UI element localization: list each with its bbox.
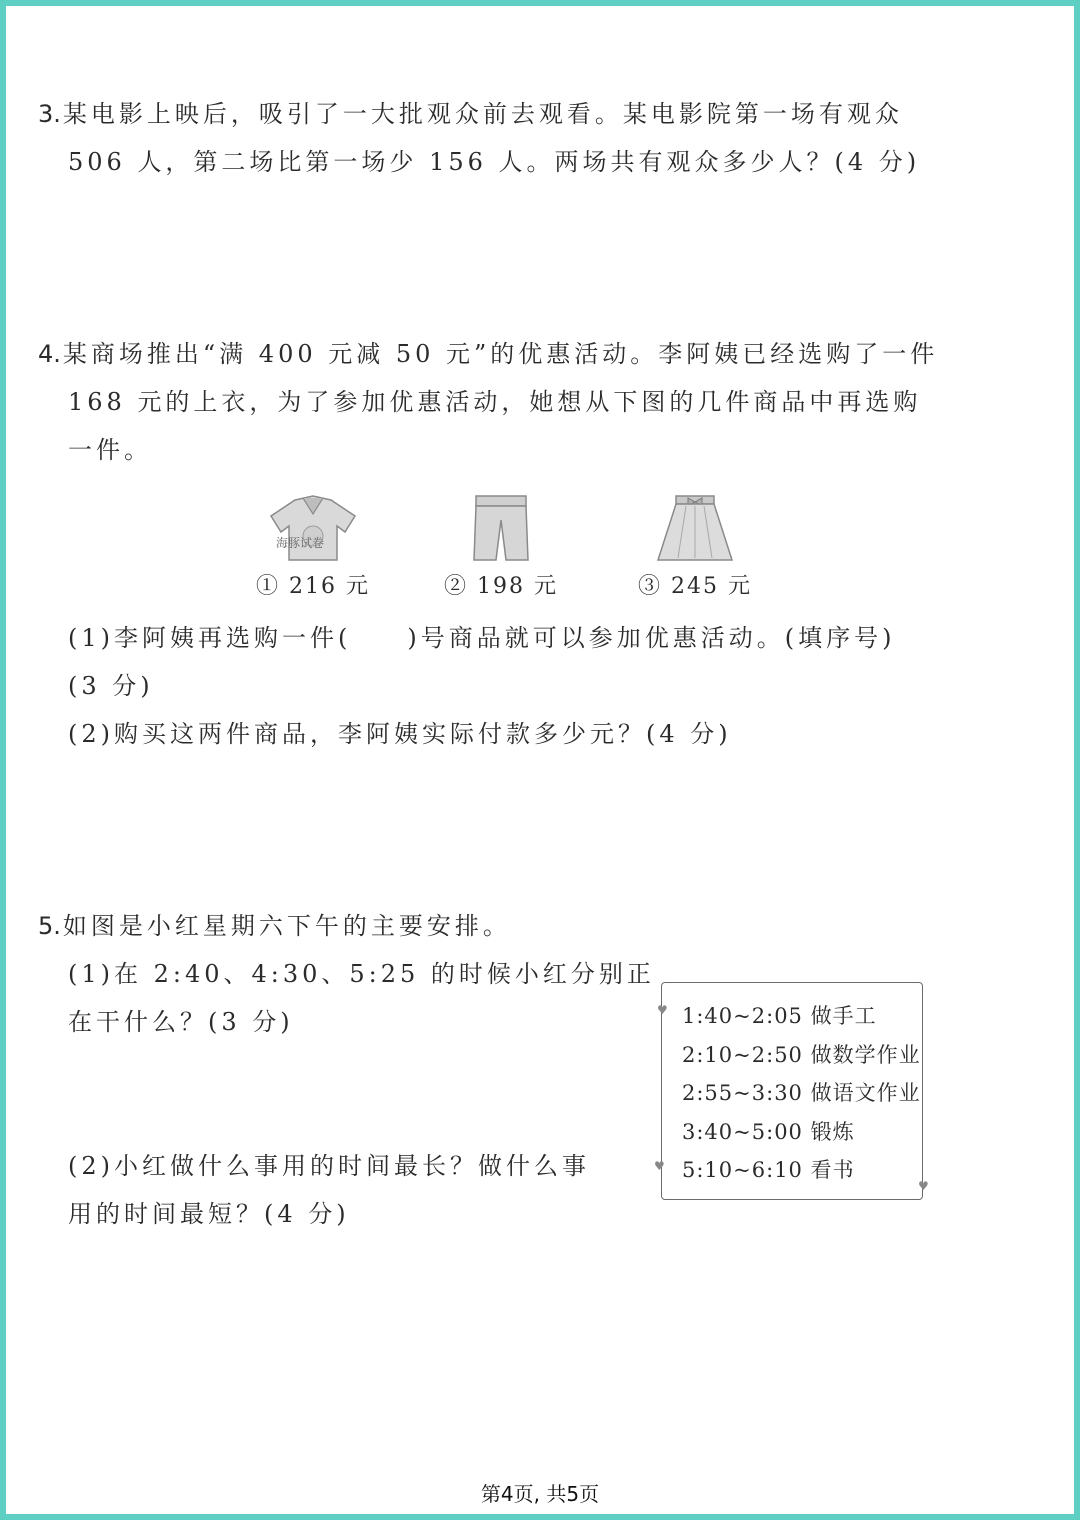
q5-number: 5. xyxy=(38,912,61,940)
q4-line-2: 168 元的上衣，为了参加优惠活动，她想从下图的几件商品中再选购 xyxy=(68,388,922,416)
product-1 xyxy=(248,492,378,602)
q3-number: 3. xyxy=(38,100,61,128)
page-number: 第4页, 共5页 xyxy=(480,1482,600,1506)
q4-sub2: (2)购买这两件商品，李阿姨实际付款多少元？(4 分) xyxy=(68,720,732,748)
q5-sub1-line-2: 在干什么？(3 分) xyxy=(68,1008,294,1036)
schedule-item: 3:40~5:00 锻炼 xyxy=(682,1119,855,1144)
q4-text-1: 某商场推出“满 400 元减 50 元”的优惠活动。李阿姨已经选购了一件 xyxy=(62,340,939,368)
schedule-item: 2:10~2:50 做数学作业 xyxy=(682,1042,921,1067)
q5-sub2-line-2: 用的时间最短？(4 分) xyxy=(68,1200,350,1228)
q4-number: 4. xyxy=(38,340,61,368)
shorts-icon xyxy=(466,492,536,564)
skirt-icon xyxy=(650,492,740,564)
product-2-price: ② 198 元 xyxy=(444,574,558,599)
q4-line-1 xyxy=(38,338,938,370)
heart-icon: ♥ xyxy=(654,1159,665,1173)
schedule-item: 2:55~3:30 做语文作业 xyxy=(682,1081,921,1105)
q5-text-1: 如图是小红星期六下午的主要安排。 xyxy=(62,912,511,940)
heart-icon: ♥ xyxy=(657,1003,668,1017)
shirt-icon xyxy=(265,492,361,564)
q3-text-1: 某电影上映后，吸引了一大批观众前去观看。某电影院第一场有观众 xyxy=(62,100,903,128)
q4-sub1-line-2: (3 分) xyxy=(68,672,154,700)
q4-sub1-line-1: (1)李阿姨再选购一件( )号商品就可以参加优惠活动。(填序号) xyxy=(68,624,896,652)
product-2 xyxy=(436,492,566,602)
schedule-box xyxy=(661,982,923,1200)
product-3-price: ③ 245 元 xyxy=(638,574,752,599)
heart-icon: ♥ xyxy=(918,1179,929,1193)
q3-line-2: 506 人，第二场比第一场少 156 人。两场共有观众多少人？(4 分) xyxy=(68,148,921,176)
q4-line-3: 一件。 xyxy=(68,436,152,464)
schedule-item: 5:10~6:10 看书 xyxy=(682,1158,855,1182)
worksheet-page xyxy=(6,6,1074,1514)
watermark-text: 海豚试卷 xyxy=(275,536,324,550)
product-3 xyxy=(630,492,760,602)
q5-sub1-line-1: (1)在 2:40、4:30、5:25 的时候小红分别正 xyxy=(68,960,655,988)
q5-line-1 xyxy=(38,910,511,942)
q5-sub2-line-1: (2)小红做什么事用的时间最长？做什么事 xyxy=(68,1152,590,1180)
q3-line-1 xyxy=(38,98,903,130)
schedule-item: 1:40~2:05 做手工 xyxy=(682,1004,877,1028)
product-1-price: ① 216 元 xyxy=(256,574,370,599)
